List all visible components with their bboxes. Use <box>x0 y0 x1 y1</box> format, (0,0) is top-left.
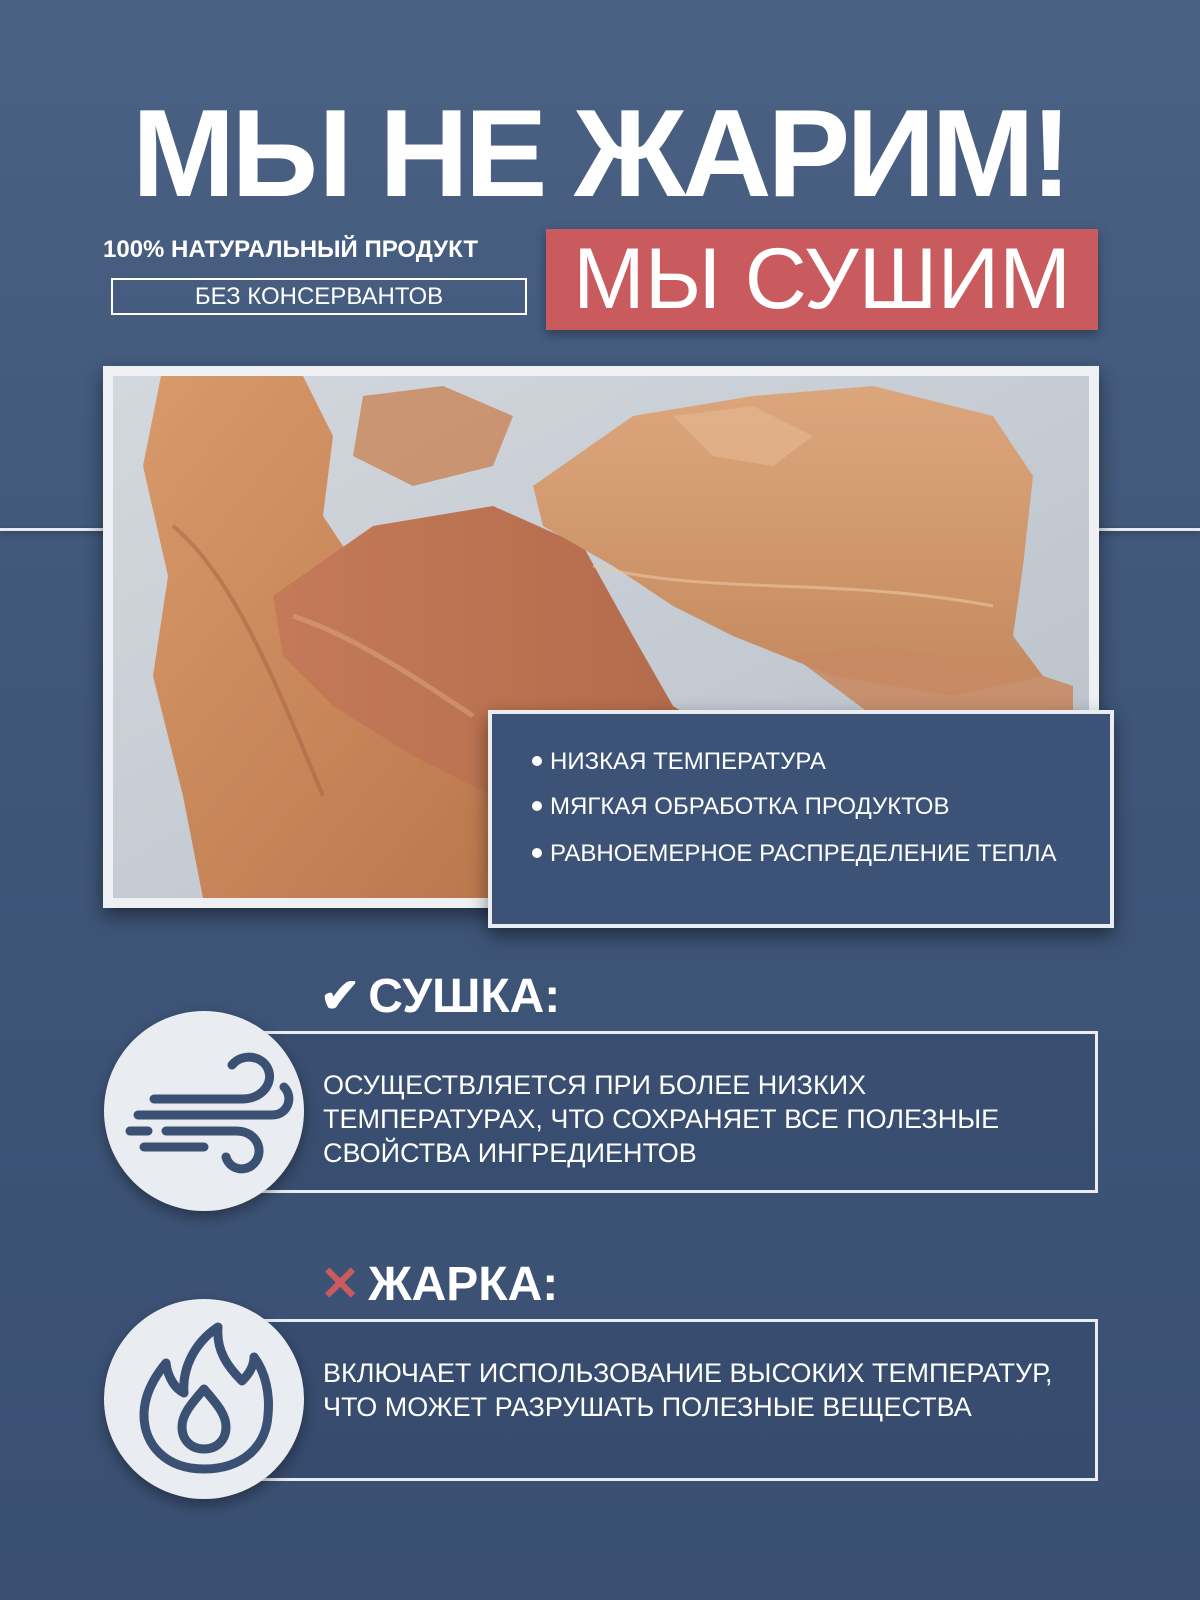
fire-icon-circle <box>104 1299 304 1499</box>
wind-icon-circle <box>104 1011 304 1211</box>
benefit-item: МЯГКАЯ ОБРАБОТКА ПРОДУКТОВ <box>532 793 949 821</box>
frying-description: ВКЛЮЧАЕТ ИСПОЛЬЗОВАНИЕ ВЫСОКИХ ТЕМПЕРАТУР, ЧТО МОЖЕТ РАЗРУШАТЬ ПОЛЕЗНЫЕ ВЕЩЕСТВА <box>323 1358 1053 1422</box>
drying-section-title: ✔ СУШКА: <box>320 970 561 1023</box>
bullet-dot-icon <box>532 848 542 858</box>
page-headline: МЫ НЕ ЖАРИМ! <box>132 85 1068 223</box>
frying-description-box <box>216 1319 1098 1481</box>
cross-icon: ✕ <box>320 1258 361 1311</box>
no-preservatives-badge: БЕЗ КОНСЕРВАНТОВ <box>111 278 527 315</box>
checkmark-icon: ✔ <box>320 970 361 1023</box>
benefit-item: РАВНОЕМЕРНОЕ РАСПРЕДЕЛЕНИЕ ТЕПЛА <box>532 840 1057 868</box>
drying-banner: МЫ СУШИМ <box>546 229 1098 330</box>
benefits-list-box <box>488 710 1114 928</box>
frying-section-title: ✕ ЖАРКА: <box>320 1258 559 1311</box>
bullet-dot-icon <box>532 801 542 811</box>
fire-icon <box>104 1299 304 1499</box>
natural-product-label: 100% НАТУРАЛЬНЫЙ ПРОДУКТ <box>103 236 478 263</box>
wind-icon <box>104 1011 304 1211</box>
benefit-item: НИЗКАЯ ТЕМПЕРАТУРА <box>532 748 826 776</box>
drying-description: ОСУЩЕСТВЛЯЕТСЯ ПРИ БОЛЕЕ НИЗКИХ ТЕМПЕРАТУРАХ, ЧТО СОХРАНЯЕТ ВСЕ ПОЛЕЗНЫЕ СВОЙСТВА ИНГРЕДИЕНТОВ <box>323 1070 1000 1168</box>
bullet-dot-icon <box>532 756 542 766</box>
drying-description-box <box>216 1031 1098 1193</box>
